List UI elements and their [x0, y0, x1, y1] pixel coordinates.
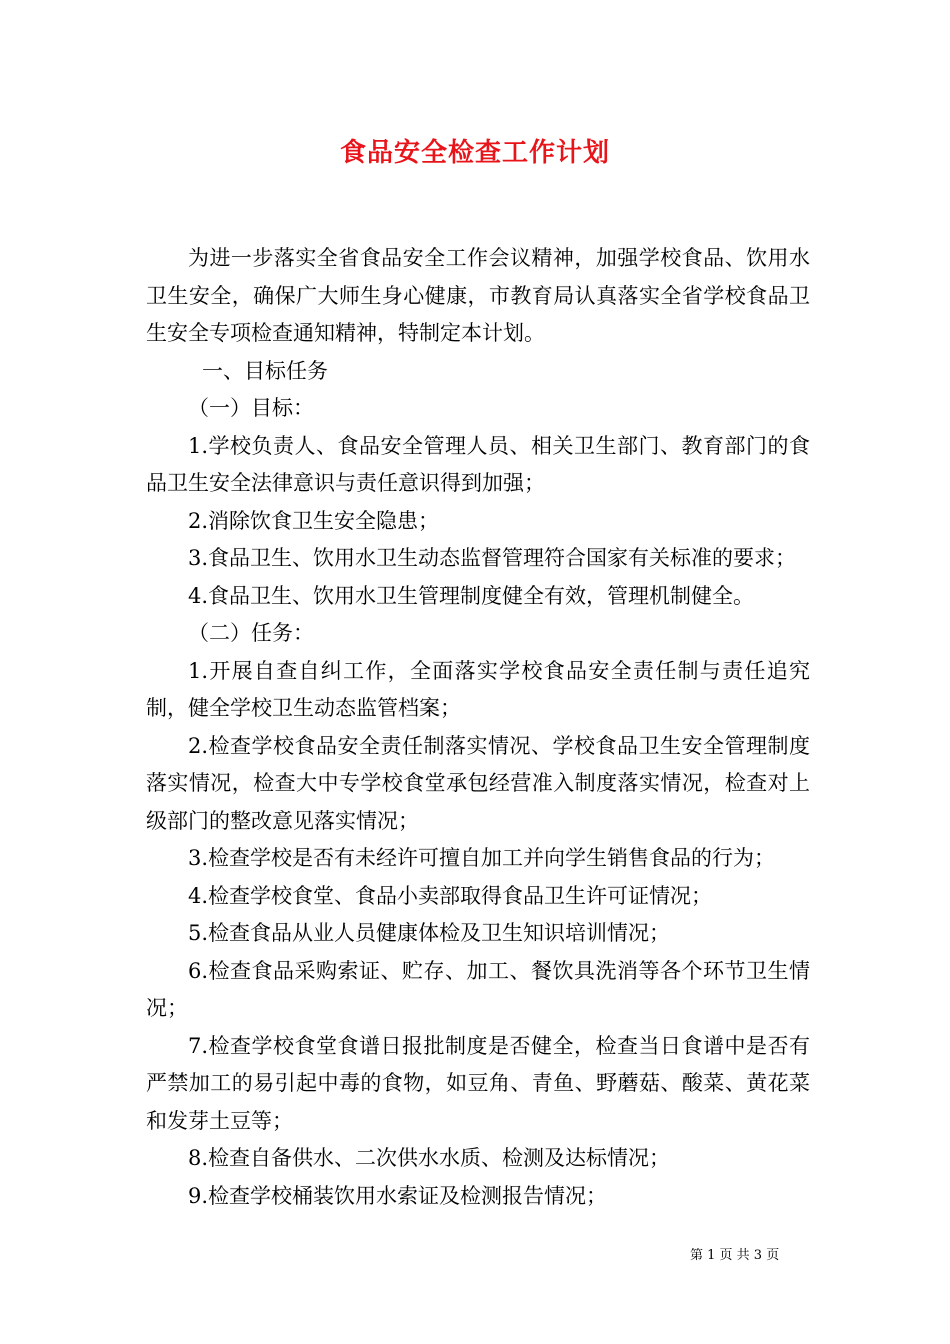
- goal-item-2: 2.消除饮食卫生安全隐患；: [188, 508, 440, 533]
- task-item-5: 5.检查食品从业人员健康体检及卫生知识培训情况；: [188, 921, 671, 945]
- section-heading-goals-tasks: 一、目标任务: [202, 358, 328, 383]
- task-item-3: 3.检查学校是否有未经许可擅自加工并向学生销售食品的行为；: [188, 846, 776, 870]
- task-item-7: 7.检查学校食堂食谱日报批制度是否健全，检查当日食谱中是否有严禁加工的易引起中毒的食物，如豆角、青鱼、野蘑菇、酸菜、黄花菜和发芽土豆等；: [146, 1033, 810, 1133]
- task-item-8: 8.检查自备供水、二次供水水质、检测及达标情况；: [188, 1146, 671, 1170]
- task-item-1: 1.开展自查自纠工作，全面落实学校食品安全责任制与责任追究制，健全学校卫生动态监管档案；: [146, 658, 810, 720]
- goal-item-1: 1.学校负责人、食品安全管理人员、相关卫生部门、教育部门的食品卫生安全法律意识与责任意识得到加强；: [146, 433, 810, 495]
- goal-item-4: 4.食品卫生、饮用水卫生管理制度健全有效，管理机制健全。: [188, 583, 755, 608]
- intro-paragraph: 为进一步落实全省食品安全工作会议精神，加强学校食品、饮用水卫生安全，确保广大师生身心健康，市教育局认真落实全省学校食品卫生安全专项检查通知精神，特制定本计划。: [146, 246, 810, 345]
- document-body: [146, 240, 810, 1215]
- subsection-heading-tasks: （二）任务：: [188, 621, 314, 645]
- subsection-heading-goals: （一）目标：: [188, 396, 314, 420]
- goal-item-3: 3.食品卫生、饮用水卫生动态监督管理符合国家有关标准的要求；: [188, 546, 797, 570]
- task-item-9: 9.检查学校桶装饮用水索证及检测报告情况；: [188, 1183, 608, 1208]
- task-item-2: 2.检查学校食品安全责任制落实情况、学校食品卫生安全管理制度落实情况，检查大中专学校食堂承包经营准入制度落实情况，检查对上级部门的整改意见落实情况；: [146, 733, 810, 833]
- task-item-4: 4.检查学校食堂、食品小卖部取得食品卫生许可证情况；: [188, 883, 713, 908]
- document-title: 食品安全检查工作计划: [339, 138, 610, 168]
- task-item-6: 6.检查食品采购索证、贮存、加工、餐饮具洗消等各个环节卫生情况；: [146, 958, 810, 1020]
- page-number-footer: 第 1 页 共 3 页: [690, 1248, 780, 1263]
